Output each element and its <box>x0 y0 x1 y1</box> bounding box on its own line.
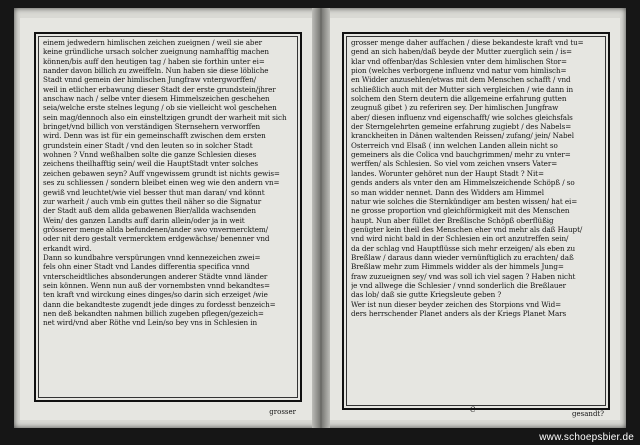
right-page-line: je vnd allwege die Schlesier / vnnd sonderlich die Breßlauer <box>351 280 566 290</box>
left-page-line: ses zu schliessen / sondern bleibet einen weg wie den andern vn= <box>43 178 280 188</box>
left-page-line: nen deß bekandten nahmen billich zugeben pflegen/gezeich= <box>43 308 264 318</box>
right-page-line: klar vnd offenbar/das Schlesien vnter dem himlischen Stor= <box>351 56 567 66</box>
right-page-line: genügter kein theil des Menschen eher vnd mehr als daß Haupt/ <box>351 224 583 234</box>
right-page-line: pion (welches verborgene influenz vnd natur vom himlisch= <box>351 66 567 76</box>
right-page-line: Wer ist nun dieser beyder zeichen des Storpions vnd Wid= <box>351 299 562 309</box>
left-page-line: erkandt wird. <box>43 243 92 253</box>
left-page-line: weil in etlicher erbawung dieser Stadt der erste grundstein/jhrer <box>43 84 276 94</box>
left-page-line: gewiß vnd leuchtet/wie viel besser thut man daran/ vnd könnt <box>43 187 265 197</box>
right-page-line: aber/ diesen influenz vnd eigenschafft/ wie solches gleichsfals <box>351 112 573 122</box>
left-page-text <box>43 38 293 396</box>
left-page-line: zeichen gebawen seyn? Auff vngewissem grundt ist nichts gewis= <box>43 168 280 178</box>
right-page-line: gends anders als vnter den am Himmelszeichende Schöpß / so <box>351 178 575 188</box>
left-page-line: bringet/vnd billich von verständigen Sternsehern verworffen <box>43 122 261 132</box>
right-page-line: Osterreich vnd Elsaß ( inn welchen Landen allein nicht so <box>351 140 558 150</box>
right-page-line: zeugnuß gibet ) zu referiren sey. Der himlischen Jungfraw <box>351 103 559 113</box>
signature-mark: C <box>470 406 476 414</box>
left-page-line: zur warheit / auch vmb ein guttes theil näher so die Signatur <box>43 196 262 206</box>
left-page-line: vnterscheidtliches absonderungen anderer Städte vnnd länder <box>43 271 268 281</box>
right-page-line: da der schlag vnd Hauptflüsse sich mehr erzeigen/ als eben zu <box>351 243 575 253</box>
left-page-line: anschaw nach / selbe vnter diesem Himmelszeichen geschehen <box>43 94 270 104</box>
right-page-line: natur wie solches die Sternkündiger am besten wissen/ hat ei= <box>351 196 578 206</box>
right-page-line: gend an sich haben/daß beyde der Mutter zuerglich sein / is= <box>351 47 572 57</box>
left-page-line: zeichens theilhafftig sein/ weil die HauptStadt vnter solches <box>43 159 258 169</box>
right-page-frame <box>342 32 610 410</box>
right-page-line: schließlich auch mit der Mutter sich vergleichen / wie dann in <box>351 84 574 94</box>
right-page-line: landes. Worunter gehöret nun der Haupt Stadt ? Nit= <box>351 168 544 178</box>
right-page-catchword: gesandt? <box>572 410 604 418</box>
left-page-line: Stadt vnnd gemein der himlischen Jungfraw vntergworffen/ <box>43 75 257 85</box>
left-page-catchword: grosser <box>269 408 296 416</box>
left-page-line: grösserer menge allda befundenen/ander swo vnvermercktem/ <box>43 224 268 234</box>
left-page-line: fels ohn einer Stadt vnd Landes differentia specifica vnnd <box>43 262 250 272</box>
right-page-line: so man widder nennet. Dann des Widders am Himmel <box>351 187 544 197</box>
right-page-line: solchem den Stern deutern die allgemeine erfahrung gutten <box>351 94 567 104</box>
right-page-line: fraw zuzueignen sey/ vnd was soll ich viel sagen ? Haben nicht <box>351 271 576 281</box>
left-page <box>20 18 312 420</box>
left-page-line: grundstein einer Stadt / vnd den leuten so in solcher Stadt <box>43 140 253 150</box>
watermark: www.schoepsbier.de <box>539 432 634 443</box>
right-page-line: grosser menge daher auffachen / diese bekandeste kraft vnd tu= <box>351 38 584 47</box>
right-page-line: werffen/ als Schlesien. So viel vom zeichen vnsers Vater= <box>351 159 558 169</box>
right-page-line: Breßlaw mehr zum Himmels widder als der himmels Jung= <box>351 262 564 272</box>
right-page-line: das lob/ daß sie gutte Kriegsleute geben ? <box>351 290 502 300</box>
left-page-line: sein mag/dennoch also ein einsteltzigen grundt der warheit mit sich <box>43 112 287 122</box>
left-page-line: oder nit dero gestalt vermercktem erdgewächse/ benenner vnd <box>43 234 270 244</box>
left-page-line: Dann so kundbahre verspürungen vnnd kennezeichen zwei= <box>43 252 261 262</box>
right-page-line: der Sterngelehrten gemeine erfahrung zugiebt / des Nabels= <box>351 122 572 132</box>
right-page-line: haupt. Nun aber füllet der Breßlische Schöpß oberflüßig <box>351 215 554 225</box>
left-page-line: sein können. Wenn nun auß der vornembsten vnnd bekandtes= <box>43 280 270 290</box>
right-page-line: kranckheiten in Dänen waltenden Reissen/ zufang/ jein/ Nabel <box>351 131 574 141</box>
left-page-line: der Stadt auß dem allda gebawenen Bier/allda wachsenden <box>43 206 256 216</box>
right-page-line: ne grosse proportion vnd gleichförmigkeit mit des Menschen <box>351 206 570 216</box>
right-page-line: Breßlaw / daraus dann wieder vernünftiglich zu erachten/ daß <box>351 252 574 262</box>
left-page-line: nander davon billich zu zweiffeln. Nun haben sie diese löbliche <box>43 66 269 76</box>
book-spread <box>14 8 626 428</box>
right-page-line: en Widder anzusehlen/etwas mit dem Menschen schafft / vnd <box>351 75 571 85</box>
left-page-frame <box>34 32 302 402</box>
left-page-line: wird. Denn was ist für ein gemeinschafft zwischen dem ersten <box>43 131 266 141</box>
right-page <box>330 18 620 420</box>
left-page-line: können/bis auff den heutigen tag / haben sie forthin unter ei= <box>43 56 265 66</box>
right-page-line: vnd wird nicht bald in der Schlesien ein ort anzutreffen sein/ <box>351 234 569 244</box>
right-page-line: gemeiners als die Colica vnd bauchgrimmen/ mehr zu vnter= <box>351 150 571 160</box>
right-page-text <box>351 38 601 404</box>
left-page-line: Wein/ des ganzen Landts auff darin allein/oder ja in weit <box>43 215 245 225</box>
left-page-line: wohnen ? Vnnd weßhalben solte die ganze Schlesien dieses <box>43 150 257 160</box>
right-page-line: ders herrschender Planet anders als der Kriegs Planet Mars <box>351 308 567 318</box>
left-page-line: seia/welche erste stelnes legung / ob sie vielleicht wol geschehen <box>43 103 277 113</box>
left-page-line: ten kraft vnd wirckung eines dinges/so darin sich erzeiget /wie <box>43 290 268 300</box>
book-gutter <box>312 8 330 428</box>
left-page-line: dann die bekandteste zugendt jede dinges zu fordesst benzeich= <box>43 299 276 309</box>
left-page-line: keine gründliche ursach solcher zueignung namhafftig machen <box>43 47 269 57</box>
left-page-line: einem jedwedern himlischen zeichen zueignen / weil sie aber <box>43 38 262 47</box>
left-page-line: net wird/vnd aber Röthe vnd Lein/so bey vns in Schlesien in <box>43 318 258 328</box>
